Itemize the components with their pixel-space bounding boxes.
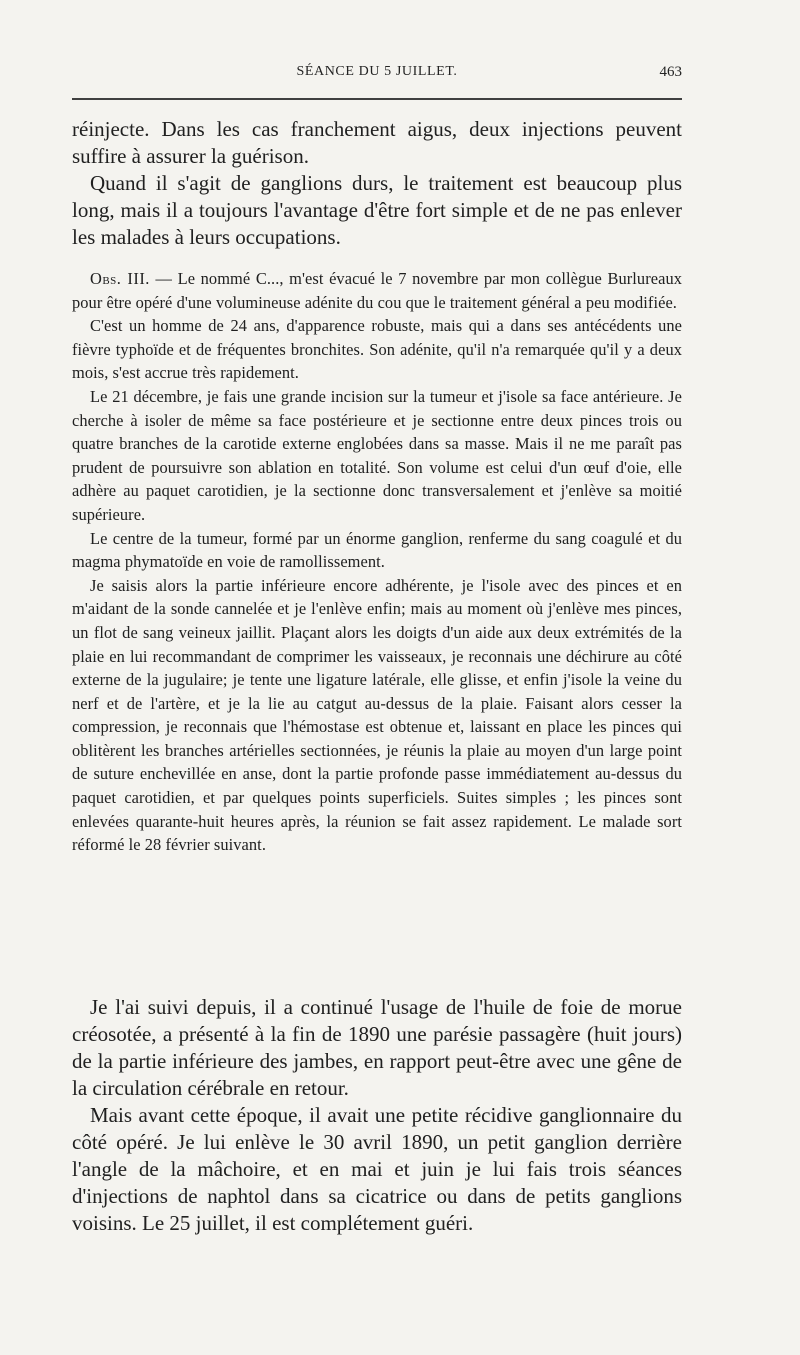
observation-intro-text: — Le nommé C..., m'est évacué le 7 novembre par mon collègue Burlureaux pour être opéré d'une volumineuse adénite du cou que le traitement général a peu modifiée.	[72, 269, 682, 312]
page-header	[72, 64, 682, 86]
observation-paragraph-2: C'est un homme de 24 ans, d'apparence robuste, mais qui a dans ses antécédents une fièvre typhoïde et de fréquentes bronchites. Son adénite, qu'il n'a remarquée qu'il y a deux mois, s'est accrue très rapidement.	[72, 316, 682, 383]
observation-label: Obs. III.	[90, 269, 150, 288]
observation-section	[72, 267, 682, 857]
conclusion-paragraph-1: Je l'ai suivi depuis, il a continué l'usage de l'huile de foie de morue créosotée, a présenté à la fin de 1890 une parésie passagère (huit jours) de la partie inférieure des jambes, en rapport peut-être avec une gêne de la circulation cérébrale en retour.	[72, 995, 682, 1100]
intro-paragraph-2: Quand il s'agit de ganglions durs, le traitement est beaucoup plus long, mais il a toujours l'avantage d'être fort simple et de ne pas enlever les malades à leurs occupations.	[72, 171, 682, 249]
conclusion-section	[72, 994, 682, 1237]
observation-paragraph-4: Le centre de la tumeur, formé par un énorme ganglion, renferme du sang coagulé et du magma phymatoïde en voie de ramollissement.	[72, 528, 682, 572]
observation-paragraph-5: Je saisis alors la partie inférieure encore adhérente, je l'isole avec des pinces et en m'aidant de la sonde cannelée et je l'enlève enfin; mais au moment où j'enlève mes pinces, un flot de sang veineux jaillit. Plaçant alors les doigts d'un aide aux deux extrémités de la plaie en lui recommandant de comprimer les vaisseaux, je reconnais une déchirure au côté externe de la jugulaire; je tente une ligature latérale, elle glisse, et enfin j'isole la veine du nerf et de l'artère, et je la lie au catgut au-dessus de la plaie. Faisant alors cesser la compression, je reconnais que l'hémostase est obtenue et, laissant en place les pinces qui oblitèrent les branches artérielles sectionnées, je réunis la plaie au moyen d'un large point de suture enchevillée en anse, dont la partie profonde passe immédiatement au-dessus du paquet carotidien, et par quelques points superficiels. Suites simples ; les pinces sont enlevées quarante-huit heures après, la réunion se fait assez rapidement. Le malade sort réformé le 28 février suivant.	[72, 575, 682, 855]
running-title: SÉANCE DU 5 JUILLET.	[296, 64, 458, 79]
intro-paragraph-1: réinjecte. Dans les cas franchement aigus, deux injections peuvent suffire à assurer la guérison.	[72, 117, 682, 168]
observation-paragraph-3: Le 21 décembre, je fais une grande incision sur la tumeur et j'isole sa face antérieure. Je cherche à isoler de même sa face postérieure et je sectionne entre deux pinces trois ou quatre branches de la carotide externe englobées dans sa masse. Mais il ne me paraît pas prudent de poursuivre son ablation en totalité. Son volume est celui d'un œuf d'oie, elle adhère au paquet carotidien, je la sectionne donc transversalement et j'enlève sa moitié supérieure.	[72, 386, 682, 524]
header-rule	[72, 98, 682, 100]
conclusion-paragraph-2: Mais avant cette époque, il avait une petite récidive ganglionnaire du côté opéré. Je lui enlève le 30 avril 1890, un petit ganglion derrière l'angle de la mâchoire, et en mai et juin je lui fais trois séances d'injections de naphtol dans sa cicatrice ou dans de petits ganglions voisins. Le 25 juillet, il est complétement guéri.	[72, 1103, 682, 1235]
intro-section	[72, 116, 682, 251]
page-number: 463	[659, 64, 682, 80]
observation-paragraph-1	[72, 267, 682, 314]
